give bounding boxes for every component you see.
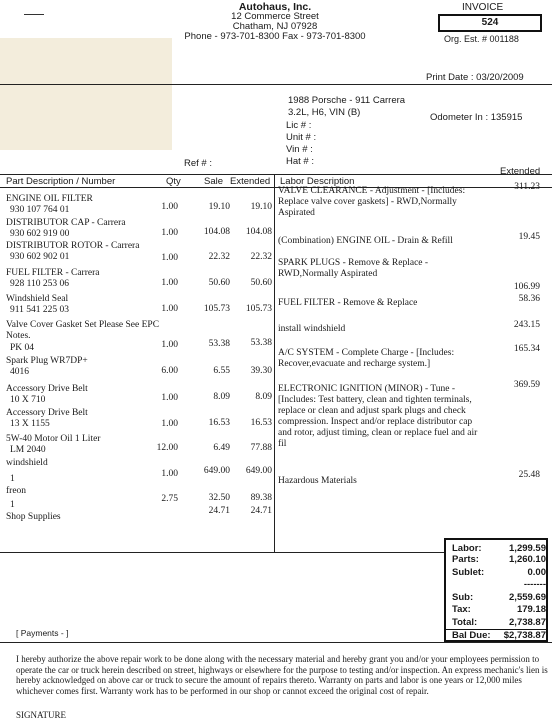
part-number: 928 110 253 06 <box>10 279 70 289</box>
part-sale: 16.53 <box>208 418 230 428</box>
vehicle-vin: Vin # : <box>286 144 313 155</box>
part-description: windshield <box>6 458 48 468</box>
part-extended: 53.38 <box>250 338 272 348</box>
reference-number: Ref # : <box>184 158 212 169</box>
total-labor-label: Labor: <box>452 543 482 554</box>
part-description: DISTRIBUTOR CAP - Carrera <box>6 218 126 228</box>
labor-amount: 369.59 <box>513 380 540 390</box>
part-qty: 6.00 <box>161 366 178 376</box>
authorization-text: I hereby authorize the above repair work to be done along with the necessary material and hereby grant you and/or your employees permission to operate the car or truck herein described on street, highways or elsewhere for the purpose to testing and/or inspection. An express mechanic's lien is hereby acknowledged on above car or truck to secure the amount of repairs thereto. Warranty on parts and labor is one years or 12,000 miles whichever comes first. Warranty work has to be performed in our shop or cannot exceed the original cost of repair. <box>16 654 548 696</box>
totals-box <box>444 538 548 642</box>
invoice-number: 524 <box>438 14 542 32</box>
part-number: 10 X 710 <box>10 395 46 405</box>
separator-dashes: ------- <box>523 579 546 590</box>
part-number: 911 541 225 03 <box>10 305 70 315</box>
vehicle-info <box>288 95 405 118</box>
corner-mark <box>24 14 44 15</box>
part-number: LM 2040 <box>10 445 46 455</box>
part-description: ENGINE OIL FILTER <box>6 194 93 204</box>
labor-description: SPARK PLUGS - Remove & Replace - RWD,Normally Aspirated <box>278 258 429 279</box>
part-extended: 104.08 <box>245 227 272 237</box>
part-sale: 6.55 <box>213 366 230 376</box>
col-labor-description: Labor Description <box>280 176 355 187</box>
part-description: FUEL FILTER - Carrera <box>6 268 100 278</box>
total-tax-value: 179.18 <box>516 604 546 615</box>
part-sale: 19.10 <box>208 202 230 212</box>
bal-due-label: Bal Due: <box>452 630 491 641</box>
total-sublet-label: Sublet: <box>452 567 485 578</box>
sticky-note <box>0 38 172 150</box>
labor-description: ELECTRONIC IGNITION (MINOR) - Tune - [Includes: Test battery, clean and tighten terminals, replace or clean and adjust spark plugs and check compression. Inspect and/or replace distributor cap and rotor, adjust timing, clean or replace fuel and air fil <box>278 384 478 449</box>
labor-amount: 106.99 <box>513 282 540 292</box>
company-street: 12 Commerce Street <box>231 11 319 22</box>
part-sale: 8.09 <box>213 392 230 402</box>
company-header <box>150 2 400 42</box>
signature-label: SIGNATURE <box>16 710 67 720</box>
column-divider <box>274 174 275 552</box>
part-number: 930 602 919 00 <box>10 229 70 239</box>
part-qty: 1.00 <box>161 469 178 479</box>
total-parts-value: 1,260.10 <box>509 554 546 565</box>
company-name: Autohaus, Inc. <box>238 1 312 13</box>
invoice-title: INVOICE <box>462 2 504 13</box>
total-sublet-value: 0.00 <box>527 567 546 578</box>
part-sale: 53.38 <box>208 339 230 349</box>
part-sale: 24.71 <box>208 506 230 516</box>
column-header-top-rule <box>0 174 552 175</box>
part-qty: 12.00 <box>156 443 178 453</box>
vehicle-engine: 3.2L, H6, VIN (B) <box>288 106 361 118</box>
part-number: 930 602 902 01 <box>10 252 70 262</box>
print-date: Print Date : 03/20/2009 <box>426 72 524 83</box>
company-phone-fax: Phone - 973-701-8300 Fax - 973-701-8300 <box>184 31 366 42</box>
part-number: PK 04 <box>10 343 35 353</box>
part-extended: 77.88 <box>250 443 272 453</box>
part-sale: 32.50 <box>208 493 230 503</box>
company-city: Chatham, NJ 07928 <box>232 21 318 32</box>
col-sale: Sale <box>204 176 224 187</box>
total-total-value: 2,738.87 <box>509 617 546 628</box>
odometer-in: Odometer In : 135915 <box>430 112 523 123</box>
part-qty: 1.00 <box>161 278 178 288</box>
part-qty: 1.00 <box>161 393 178 403</box>
vehicle-unit: Unit # : <box>286 132 317 143</box>
total-parts-label: Parts: <box>452 554 479 565</box>
part-extended: 50.60 <box>250 278 272 288</box>
part-sale: 649.00 <box>203 466 230 476</box>
part-description: Windshield Seal <box>6 294 69 304</box>
part-description: Accessory Drive Belt <box>6 384 88 394</box>
part-qty: 1.00 <box>161 253 178 263</box>
part-description: freon <box>6 486 27 496</box>
part-extended: 105.73 <box>245 304 272 314</box>
bal-due-value: $2,738.87 <box>503 630 546 641</box>
total-tax-label: Tax: <box>452 604 471 615</box>
payments-label: [ Payments - ] <box>16 628 69 638</box>
part-extended: 649.00 <box>245 466 272 476</box>
col-extended: Extended <box>230 176 271 187</box>
col-qty: Qty <box>166 176 181 187</box>
col-labor-extended: Extended <box>500 166 541 177</box>
footer-rule <box>0 642 552 643</box>
part-sale: 105.73 <box>203 304 230 314</box>
header-rule <box>0 84 552 85</box>
vehicle-hat: Hat # : <box>286 156 314 167</box>
part-description: 5W-40 Motor Oil 1 Liter <box>6 434 101 444</box>
labor-description: (Combination) ENGINE OIL - Drain & Refill <box>278 236 453 246</box>
part-qty: 1.00 <box>161 419 178 429</box>
col-part-description: Part Description / Number <box>6 176 116 187</box>
labor-amount: 25.48 <box>518 470 540 480</box>
labor-amount: 165.34 <box>513 344 540 354</box>
labor-description: FUEL FILTER - Remove & Replace <box>278 298 418 308</box>
part-sale: 104.08 <box>203 227 230 237</box>
part-sale: 6.49 <box>213 443 230 453</box>
vehicle-model: 1988 Porsche - 911 Carrera <box>288 95 406 106</box>
part-extended: 39.30 <box>250 366 272 376</box>
part-extended: 89.38 <box>250 493 272 503</box>
part-number: 13 X 1155 <box>10 419 50 429</box>
part-extended: 19.10 <box>250 202 272 212</box>
part-number: 1 <box>10 500 15 510</box>
part-description: Spark Plug WR7DP+ <box>6 356 88 366</box>
org-estimate-number: Org. Est. # 001188 <box>444 34 519 44</box>
part-description: DISTRIBUTOR ROTOR - Carrera <box>6 241 140 251</box>
labor-description: A/C SYSTEM - Complete Charge - [Includes: Recover,evacuate and recharge system.] <box>278 348 455 369</box>
part-number: 4016 <box>10 367 29 377</box>
part-extended: 24.71 <box>250 506 272 516</box>
part-qty: 1.00 <box>161 340 178 350</box>
part-extended: 8.09 <box>255 392 272 402</box>
part-qty: 2.75 <box>161 494 178 504</box>
part-sale: 22.32 <box>208 252 230 262</box>
part-description: Valve Cover Gasket Set Please See EPC Notes. <box>6 320 160 341</box>
part-extended: 16.53 <box>250 418 272 428</box>
total-sub-value: 2,559.69 <box>509 592 546 603</box>
part-number: 1 <box>10 474 15 484</box>
part-description: Accessory Drive Belt <box>6 408 88 418</box>
part-sale: 50.60 <box>208 278 230 288</box>
total-sub-label: Sub: <box>452 592 474 603</box>
vehicle-lic: Lic # : <box>286 120 312 131</box>
labor-amount: 243.15 <box>513 320 540 330</box>
part-qty: 1.00 <box>161 202 178 212</box>
total-total-label: Total: <box>452 617 478 628</box>
part-qty: 1.00 <box>161 304 178 314</box>
labor-amount: 311.23 <box>514 182 540 192</box>
part-number: 930 107 764 01 <box>10 205 70 215</box>
labor-description: VALVE CLEARANCE - Adjustment - [Includes: Replace valve cover gaskets] - RWD,Normally Aspirated <box>278 186 466 218</box>
part-description: Shop Supplies <box>6 512 61 522</box>
labor-description: install windshield <box>278 324 346 334</box>
part-qty: 1.00 <box>161 228 178 238</box>
part-extended: 22.32 <box>250 252 272 262</box>
labor-description: Hazardous Materials <box>278 476 357 486</box>
totals-rule <box>0 552 444 553</box>
labor-amount: 19.45 <box>518 232 540 242</box>
total-labor-value: 1,299.59 <box>509 543 546 554</box>
labor-amount: 58.36 <box>518 294 540 304</box>
